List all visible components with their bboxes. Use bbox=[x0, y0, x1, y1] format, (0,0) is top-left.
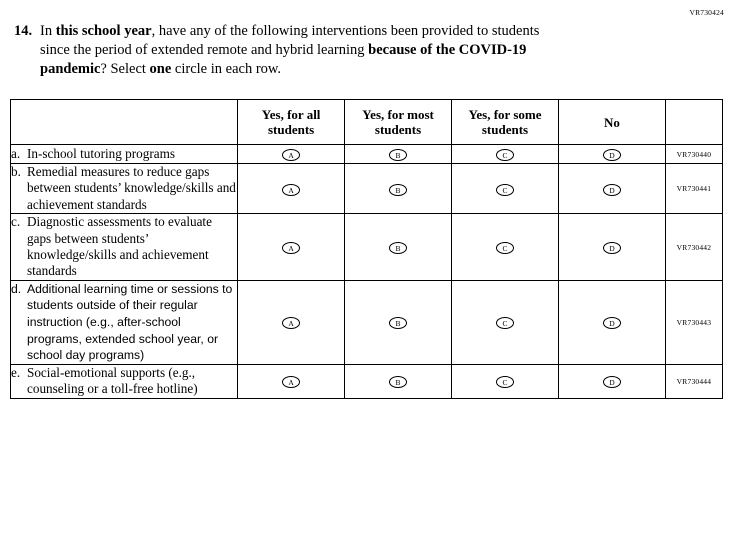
item-letter-d: d. bbox=[11, 281, 22, 296]
option-b-yes-some[interactable] bbox=[452, 164, 559, 214]
header-yes-most-line2: students bbox=[374, 122, 422, 137]
row-id-e: VR730444 bbox=[665, 364, 722, 398]
option-d-yes-most[interactable] bbox=[345, 280, 452, 364]
response-matrix bbox=[10, 99, 723, 399]
header-blank-right bbox=[665, 100, 722, 145]
option-a-yes-most[interactable] bbox=[345, 145, 452, 164]
row-id-d: VR730443 bbox=[665, 280, 722, 364]
radio-bubble[interactable]: D bbox=[603, 376, 621, 388]
question-number: 14. bbox=[14, 23, 33, 39]
radio-bubble[interactable]: B bbox=[389, 149, 407, 161]
header-no-line1: No bbox=[603, 114, 620, 130]
radio-bubble[interactable]: A bbox=[282, 317, 300, 329]
option-c-yes-most[interactable] bbox=[345, 214, 452, 281]
item-text-d: Additional learning time or sessions to students outside of their regular instruction (e.g., after-school programs, extended school year, or school day programs) bbox=[27, 281, 233, 363]
option-a-no[interactable] bbox=[558, 145, 665, 164]
item-label-e bbox=[11, 364, 238, 398]
item-text-c: Diagnostic assessments to evaluate gaps between students’ knowledge/skills and achievement standards bbox=[27, 214, 212, 279]
header-yes-all-line1: Yes, for all bbox=[261, 107, 321, 122]
radio-bubble[interactable]: B bbox=[389, 317, 407, 329]
radio-bubble[interactable]: C bbox=[496, 184, 514, 196]
option-d-yes-all[interactable] bbox=[238, 280, 345, 364]
radio-bubble[interactable]: B bbox=[389, 242, 407, 254]
radio-bubble[interactable]: B bbox=[389, 376, 407, 388]
radio-bubble[interactable]: A bbox=[282, 149, 300, 161]
page-corner-id: VR730424 bbox=[689, 8, 724, 17]
item-letter-b: b. bbox=[11, 164, 21, 179]
option-a-yes-all[interactable] bbox=[238, 145, 345, 164]
table-row bbox=[11, 214, 723, 281]
radio-bubble[interactable]: A bbox=[282, 184, 300, 196]
table-row bbox=[11, 364, 723, 398]
question-line3-mid: ? Select bbox=[100, 61, 150, 77]
table-row bbox=[11, 145, 723, 164]
option-d-yes-some[interactable] bbox=[452, 280, 559, 364]
item-letter-a: a. bbox=[11, 145, 21, 161]
question-text bbox=[40, 22, 539, 79]
option-b-no[interactable] bbox=[558, 164, 665, 214]
question-line1-post: , have any of the following interventions been provided to students bbox=[151, 23, 540, 39]
question-line3-bold2: one bbox=[149, 61, 172, 77]
option-e-yes-some[interactable] bbox=[452, 364, 559, 398]
question-line1-pre: In bbox=[40, 23, 56, 39]
header-yes-all bbox=[238, 100, 345, 145]
option-c-yes-all[interactable] bbox=[238, 214, 345, 281]
radio-bubble[interactable]: D bbox=[603, 149, 621, 161]
radio-bubble[interactable]: A bbox=[282, 242, 300, 254]
radio-bubble[interactable]: C bbox=[496, 149, 514, 161]
option-e-no[interactable] bbox=[558, 364, 665, 398]
header-yes-most-line1: Yes, for most bbox=[362, 107, 434, 122]
option-c-yes-some[interactable] bbox=[452, 214, 559, 281]
header-yes-some-line2: students bbox=[481, 122, 529, 137]
option-e-yes-all[interactable] bbox=[238, 364, 345, 398]
header-blank-left bbox=[11, 100, 238, 145]
table-row bbox=[11, 280, 723, 364]
radio-bubble[interactable]: C bbox=[496, 376, 514, 388]
radio-bubble[interactable]: D bbox=[603, 184, 621, 196]
item-label-a bbox=[11, 145, 238, 164]
option-c-no[interactable] bbox=[558, 214, 665, 281]
radio-bubble[interactable]: A bbox=[282, 376, 300, 388]
question-row bbox=[14, 22, 674, 79]
option-d-no[interactable] bbox=[558, 280, 665, 364]
option-a-yes-some[interactable] bbox=[452, 145, 559, 164]
row-id-a: VR730440 bbox=[665, 145, 722, 164]
row-id-c: VR730442 bbox=[665, 214, 722, 281]
option-b-yes-all[interactable] bbox=[238, 164, 345, 214]
question-line1-bold: this school year bbox=[55, 23, 152, 39]
option-b-yes-most[interactable] bbox=[345, 164, 452, 214]
question-line3-bold: pandemic bbox=[40, 61, 101, 77]
radio-bubble[interactable]: D bbox=[603, 242, 621, 254]
header-yes-all-line2: students bbox=[267, 122, 315, 137]
question-line3-post: circle in each row. bbox=[171, 61, 282, 77]
matrix-header-row bbox=[11, 100, 723, 145]
question-block bbox=[14, 22, 674, 79]
option-e-yes-most[interactable] bbox=[345, 364, 452, 398]
question-line2-bold: because of the COVID-19 bbox=[368, 42, 527, 58]
header-yes-some-line1: Yes, for some bbox=[468, 107, 542, 122]
header-yes-most bbox=[345, 100, 452, 145]
item-label-b bbox=[11, 164, 238, 214]
item-letter-e: e. bbox=[11, 364, 21, 380]
radio-bubble[interactable]: B bbox=[389, 184, 407, 196]
matrix-header bbox=[11, 100, 723, 145]
radio-bubble[interactable]: C bbox=[496, 317, 514, 329]
item-text-e: Social-emotional supports (e.g., counseling or a toll-free hotline) bbox=[27, 364, 198, 397]
item-text-b: Remedial measures to reduce gaps between students’ knowledge/skills and achievement standards bbox=[27, 164, 236, 212]
header-yes-some bbox=[452, 100, 559, 145]
question-line2-pre: since the period of extended remote and hybrid learning bbox=[40, 42, 369, 58]
row-id-b: VR730441 bbox=[665, 164, 722, 214]
radio-bubble[interactable]: D bbox=[603, 317, 621, 329]
matrix-body bbox=[11, 145, 723, 399]
item-label-d bbox=[11, 280, 238, 364]
radio-bubble[interactable]: C bbox=[496, 242, 514, 254]
header-no bbox=[558, 100, 665, 145]
item-label-c bbox=[11, 214, 238, 281]
item-letter-c: c. bbox=[11, 214, 21, 230]
table-row bbox=[11, 164, 723, 214]
item-text-a: In-school tutoring programs bbox=[27, 145, 175, 161]
